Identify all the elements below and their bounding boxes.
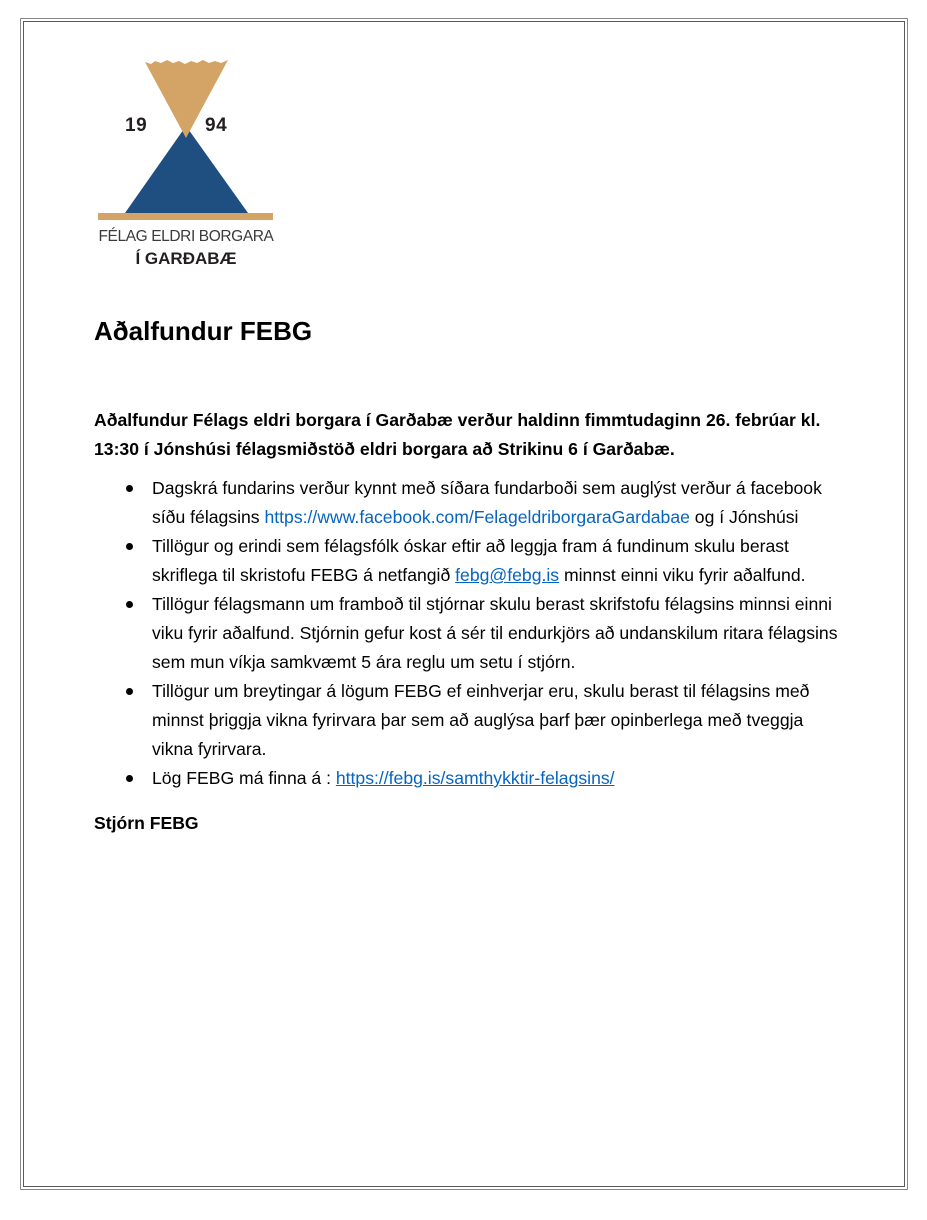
logo-org-location: Í GARÐABÆ: [135, 249, 237, 268]
logo-gold-bar: [98, 213, 273, 220]
bullet-text: Tillögur félagsmann um framboð til stjórnar skulu berast skrifstofu félagsins minnsi einni viku fyrir aðalfund. Stjórnin gefur kost á sér til endurkjörs að undanskilum ritara félagsins sem mun víkja samkvæmt 5 ára reglu um setu í stjórn.: [152, 594, 838, 672]
document-title: Aðalfundur FEBG: [94, 316, 313, 346]
bullet-text: og í Jónshúsi: [689, 507, 799, 527]
bullet-icon: [126, 601, 133, 608]
logo-year-right: 94: [205, 115, 228, 136]
logo-org-name: FÉLAG ELDRI BORGARA: [98, 228, 274, 245]
bullet-item-bylaw-changes: [94, 677, 844, 764]
bullet-text: minnst einni viku fyrir aðalfund.: [559, 565, 806, 585]
bullet-icon: [126, 688, 133, 695]
febg-logo: [95, 58, 277, 273]
signature: Stjórn FEBG: [94, 813, 199, 833]
bullet-list: [94, 474, 844, 793]
bullet-text: Lög FEBG má finna á :: [152, 768, 336, 788]
bullet-icon: [126, 775, 133, 782]
email-link[interactable]: febg@febg.is: [455, 565, 560, 585]
bylaws-link[interactable]: https://febg.is/samthykktir-felagsins/: [335, 768, 615, 788]
logo-blue-triangle: [125, 126, 248, 213]
bullet-item-candidacy: [94, 590, 844, 677]
bullet-text: Tillögur um breytingar á lögum FEBG ef einhverjar eru, skulu berast til félagsins með minnst þriggja vikna fyrirvara þar sem að auglýsa þarf þær opinberlega með tveggja vikna fyrirvara.: [152, 681, 810, 759]
logo-year-left: 19: [125, 115, 148, 136]
bullet-text: Tillögur og erindi sem félagsfólk óskar eftir að leggja fram á fundinum skulu berast skriflega til skristofu FEBG á netfangið: [152, 536, 789, 585]
bullet-text: Dagskrá fundarins verður kynnt með síðara fundarboði sem auglýst verður á facebook síðu félagsins: [152, 478, 822, 527]
document-body: [94, 312, 844, 838]
hourglass-logo-icon: [95, 58, 277, 228]
bullet-item-bylaws-link: [94, 764, 844, 793]
intro-paragraph: Aðalfundur Félags eldri borgara í Garðabæ verður haldinn fimmtudaginn 26. febrúar kl. 13:30 í Jónshúsi félagsmiðstöð eldri borgara að Strikinu 6 í Garðabæ.: [94, 410, 821, 459]
bullet-item-proposals: [94, 532, 844, 590]
facebook-link[interactable]: https://www.facebook.com/FelageldriborgaraGardabae: [264, 507, 690, 527]
bullet-item-agenda: [94, 474, 844, 532]
bullet-icon: [126, 543, 133, 550]
bullet-icon: [126, 485, 133, 492]
